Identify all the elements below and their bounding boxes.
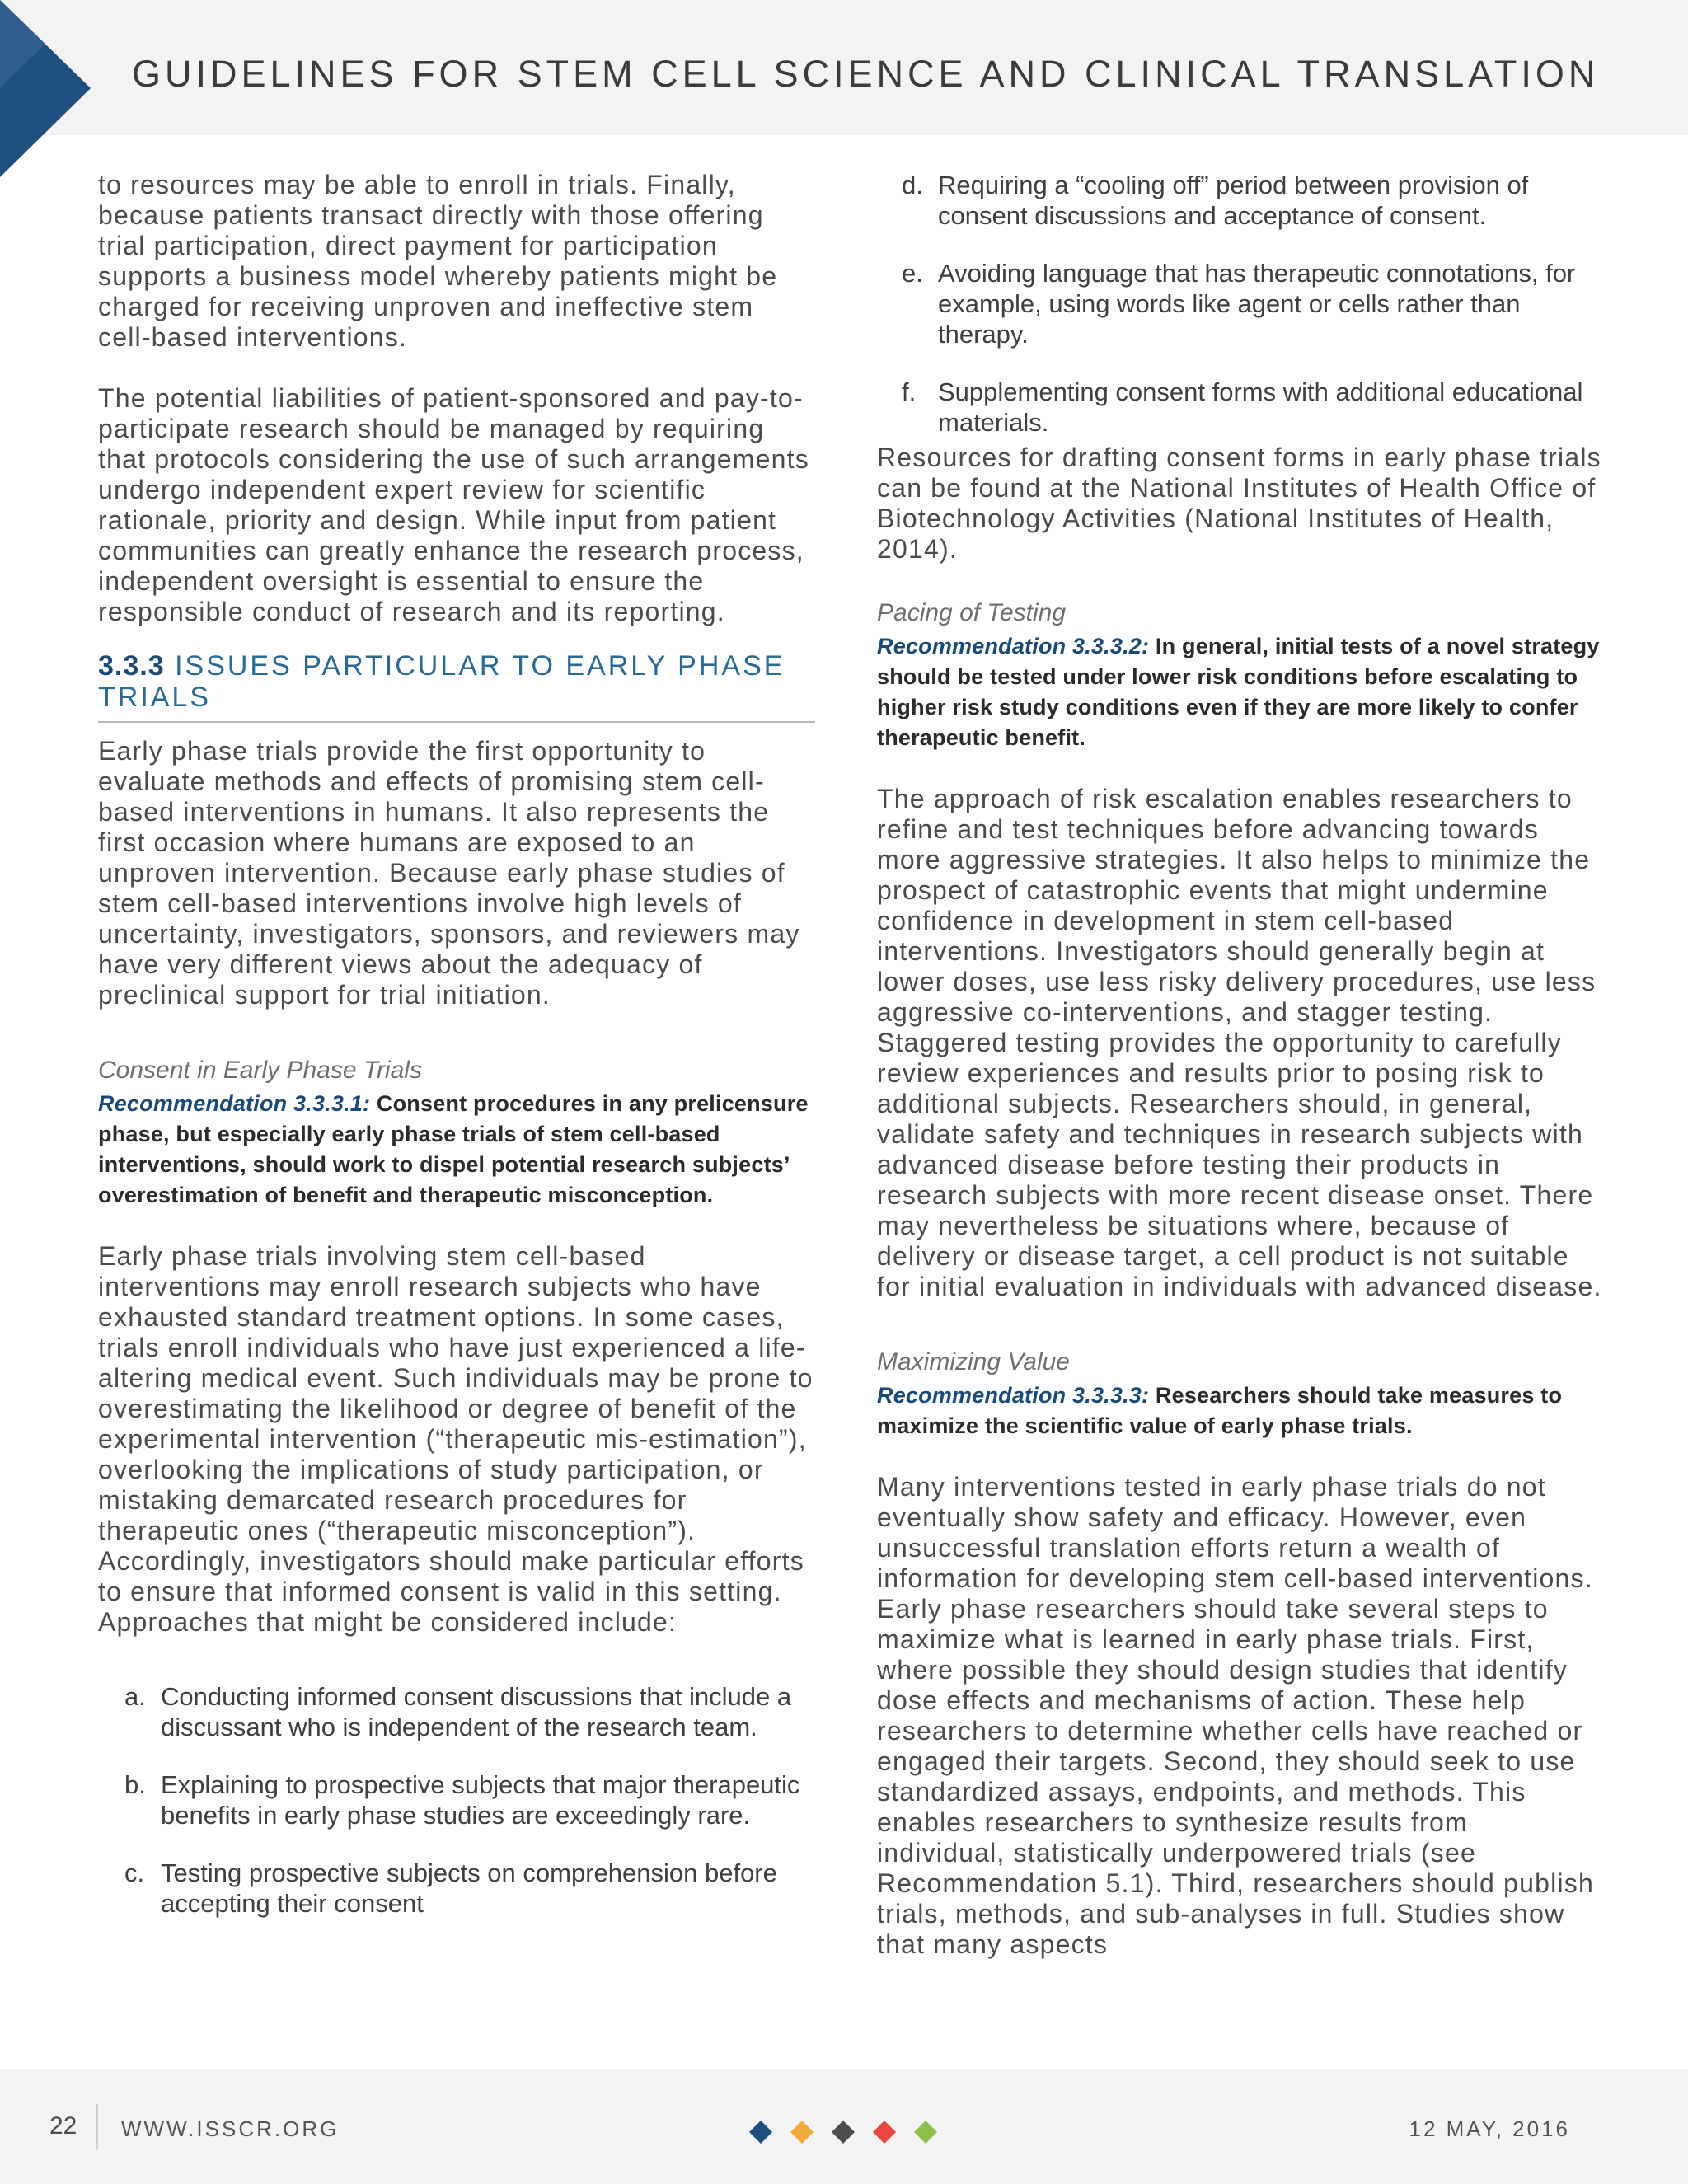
list-item-text: Supplementing consent forms with additional educational materials. <box>938 377 1583 437</box>
section-divider <box>98 721 815 723</box>
left-paragraph-4: Early phase trials involving stem cell-based interventions may enroll research subjects who have exhausted standard treatment options. In some cases, trials enroll individuals who have just experienced a life-altering medical event. Such individuals may be prone to overestimating the likelihood or degree of benefit of the experimental intervention (“therapeutic mis-estimation”), overlooking the implications of study participation, or mistaking demarcated research procedures for therapeutic ones (“therapeutic misconception”). Accordingly, investigators should make particular efforts to ensure that informed consent is valid in this setting. Approaches that might be considered include: <box>98 1241 814 1637</box>
website-link[interactable]: WWW.ISSCR.ORG <box>121 2116 340 2141</box>
list-item-text: Avoiding language that has therapeutic connotations, for example, using words like agent or cells rather than therapy. <box>938 259 1576 349</box>
list-item <box>877 377 1602 438</box>
section-heading <box>98 650 815 713</box>
diamond-icon <box>790 2121 814 2144</box>
diamond-decoration <box>746 2121 944 2144</box>
page-header <box>0 0 1688 135</box>
left-paragraph-2: The potential liabilities of patient-sponsored and pay-to-participate research should be managed by requiring that protocols considering the use of such arrangements undergo independent expert review for scientific rationale, priority and design. While input from patient communities can greatly enhance the research process, independent oversight is essential to ensure the responsible conduct of research and its reporting. <box>98 383 809 626</box>
left-paragraph-1: to resources may be able to enroll in trials. Finally, because patients transact directly with those offering trial participation, direct payment for participation supports a business model whereby patients might be charged for receiving unproven and ineffective stem cell-based interventions. <box>98 170 778 352</box>
diamond-icon <box>873 2121 896 2144</box>
right-paragraph-3: Many interventions tested in early phase trials do not eventually show safety and efficacy. However, even unsuccessful translation efforts return a wealth of information for developing stem cell-based interventions. Early phase researchers should take several steps to maximize what is learned in early phase trials. First, where possible they should design studies that identify dose effects and mechanisms of action. These help researchers to determine whether cells have reached or engaged their targets. Second, they should seek to use standardized assays, endpoints, and methods. This enables researchers to synthesize results from individual, statistically underpowered trials (see Recommendation 5.1). Third, researchers should publish trials, methods, and sub-analyses in full. Studies show that many aspects <box>877 1472 1594 1959</box>
list-item <box>877 170 1602 231</box>
list-marker: a. <box>124 1682 146 1711</box>
list-item <box>98 1681 815 1742</box>
subheading-maximizing: Maximizing Value <box>877 1348 1070 1376</box>
section-number: 3.3.3 <box>98 650 165 682</box>
recommendation-label: Recommendation 3.3.3.3: <box>877 1383 1150 1408</box>
recommendation-3-3-3-3 <box>877 1380 1602 1441</box>
list-marker: c. <box>124 1858 145 1887</box>
recommendation-text: In general, initial tests of a novel strategy should be tested under lower risk conditions before escalating to higher risk study conditions even if they are more likely to confer therapeutic benefit. <box>877 634 1600 750</box>
list-item <box>98 1769 815 1830</box>
diamond-icon <box>914 2121 937 2144</box>
right-paragraph-2: The approach of risk escalation enables researchers to refine and test techniques before advancing towards more aggressive strategies. It also helps to minimize the prospect of catastrophic events that might undermine confidence in development in stem cell-based interventions. Investigators should generally begin at lower doses, use less risky delivery procedures, use less aggressive co-interventions, and stagger testing. Staggered testing provides the opportunity to carefully review experiences and results prior to posing risk to additional subjects. Researchers should, in general, validate safety and techniques in research subjects with advanced disease before testing their products in research subjects with more recent disease onset. There may nevertheless be situations where, because of delivery or disease target, a cell product is not suitable for initial evaluation in individuals with advanced disease. <box>877 784 1602 1301</box>
page-number: 22 <box>49 2112 77 2139</box>
right-paragraph-1: Resources for drafting consent forms in early phase trials can be found at the National Institutes of Health Office of Biotechnology Activities (National Institutes of Health, 2014). <box>877 443 1601 564</box>
recommendation-label: Recommendation 3.3.3.1: <box>98 1091 371 1116</box>
subheading-consent: Consent in Early Phase Trials <box>98 1057 422 1084</box>
left-column <box>98 170 815 1946</box>
corner-triangle-decoration <box>0 0 91 177</box>
approaches-list-right <box>877 170 1602 438</box>
list-item-text: Explaining to prospective subjects that major therapeutic benefits in early phase studies are exceedingly rare. <box>161 1770 800 1830</box>
left-paragraph-3: Early phase trials provide the first opportunity to evaluate methods and effects of promising stem cell-based interventions in humans. It also represents the first occasion where humans are exposed to an unproven intervention. Because early phase studies of stem cell-based interventions involve high levels of uncertainty, investigators, sponsors, and reviewers may have very different views about the adequacy of preclinical support for trial initiation. <box>98 736 800 1010</box>
list-item-text: Requiring a “cooling off” period between provision of consent discussions and acceptance of consent. <box>938 171 1529 230</box>
list-marker: b. <box>124 1770 146 1799</box>
approaches-list-left <box>98 1681 815 1919</box>
list-marker: e. <box>902 259 923 288</box>
recommendation-3-3-3-2 <box>877 631 1602 753</box>
recommendation-text: Consent procedures in any prelicensure phase, but especially early phase trials of stem cell-based interventions, should work to dispel potential research subjects’ overestimation of benefit and therapeutic misconception. <box>98 1091 809 1207</box>
right-column <box>877 170 1602 1960</box>
footer-divider <box>96 2104 98 2150</box>
list-item-text: Conducting informed consent discussions that include a discussant who is independent of the research team. <box>161 1682 792 1741</box>
list-marker: d. <box>902 171 923 199</box>
publication-date: 12 MAY, 2016 <box>1409 2116 1570 2141</box>
recommendation-3-3-3-1 <box>98 1089 815 1211</box>
diamond-icon <box>832 2121 855 2144</box>
list-item-text: Testing prospective subjects on comprehension before accepting their consent <box>161 1858 777 1918</box>
list-marker: f. <box>902 377 917 406</box>
section-title: ISSUES PARTICULAR TO EARLY PHASE TRIALS <box>98 650 785 713</box>
recommendation-label: Recommendation 3.3.3.2: <box>877 634 1150 658</box>
diamond-icon <box>749 2121 772 2144</box>
subheading-pacing: Pacing of Testing <box>877 599 1067 626</box>
list-item <box>98 1858 815 1919</box>
document-title: GUIDELINES FOR STEM CELL SCIENCE AND CLINICAL TRANSLATION <box>132 53 1600 95</box>
recommendation-text: Researchers should take measures to maximize the scientific value of early phase trials. <box>877 1383 1563 1438</box>
list-item <box>877 258 1602 349</box>
